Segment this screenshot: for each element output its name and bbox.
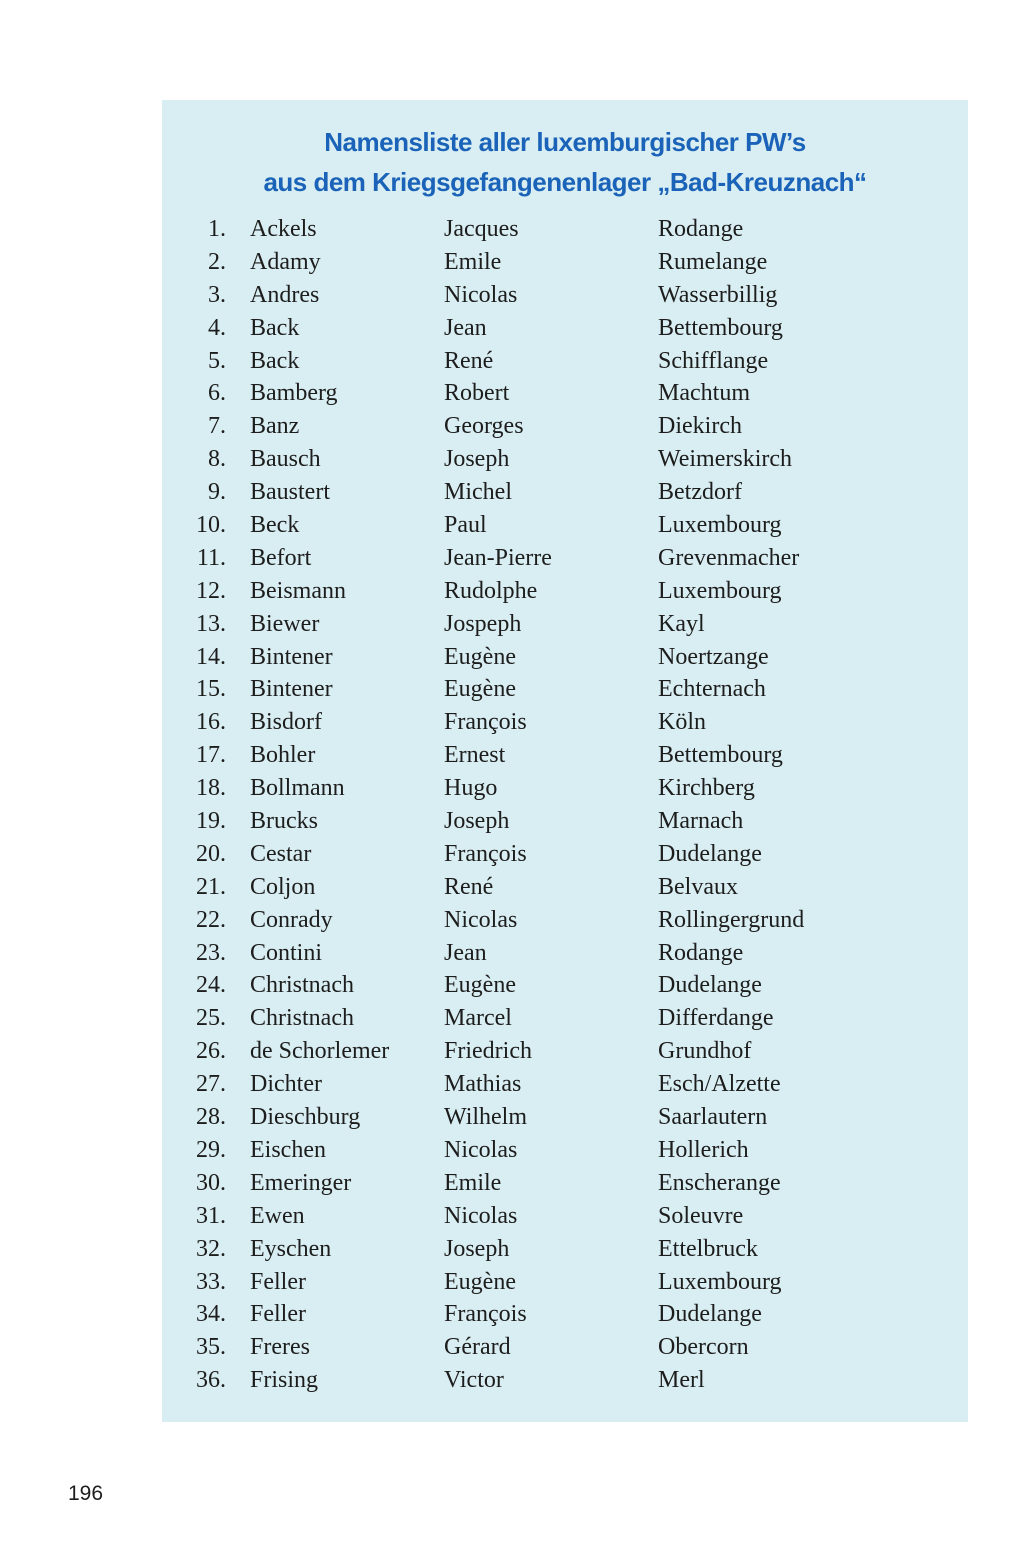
- entry-place: Rodange: [658, 939, 744, 966]
- entry-given-name: Friedrich: [444, 1038, 532, 1065]
- entry-given-name: Gérard: [444, 1334, 511, 1361]
- entry-surname: Bohler: [250, 742, 316, 769]
- entry-place: Ettelbruck: [658, 1235, 758, 1262]
- entry-place: Rollingergrund: [658, 906, 805, 933]
- entry-given-name: Eugène: [444, 972, 516, 999]
- entry-number: 5.: [208, 347, 226, 374]
- entry-given-name: René: [444, 873, 494, 900]
- list-item: [162, 969, 968, 1002]
- entry-place: Merl: [658, 1367, 705, 1394]
- entry-place: Noertzange: [658, 643, 769, 670]
- entry-given-name: Eugène: [444, 676, 516, 703]
- list-item: [162, 1266, 968, 1299]
- list-item: [162, 838, 968, 871]
- entry-given-name: François: [444, 840, 527, 867]
- list-item: [162, 1167, 968, 1200]
- entry-number: 11.: [196, 544, 226, 571]
- entry-number: 13.: [196, 610, 226, 637]
- entry-given-name: Nicolas: [444, 1136, 518, 1163]
- entry-surname: Back: [250, 314, 300, 341]
- entry-place: Luxembourg: [658, 512, 782, 539]
- entry-surname: Eyschen: [250, 1235, 332, 1262]
- list-item: [162, 476, 968, 509]
- list-item: [162, 377, 968, 410]
- entry-surname: Frising: [250, 1367, 319, 1394]
- entry-surname: de Schorlemer: [250, 1038, 390, 1065]
- entry-given-name: Victor: [444, 1367, 504, 1394]
- entry-place: Dudelange: [658, 1301, 762, 1328]
- entry-given-name: Nicolas: [444, 1202, 518, 1229]
- entry-surname: Dieschburg: [250, 1104, 361, 1131]
- entry-number: 27.: [196, 1071, 226, 1098]
- entry-surname: Adamy: [250, 248, 321, 275]
- entry-surname: Bintener: [250, 676, 333, 703]
- list-item: [162, 410, 968, 443]
- entry-place: Luxembourg: [658, 577, 782, 604]
- list-item: [162, 772, 968, 805]
- entry-given-name: Joseph: [444, 1235, 510, 1262]
- entry-place: Kayl: [658, 610, 705, 637]
- entry-number: 24.: [196, 972, 226, 999]
- entry-surname: Bausch: [250, 446, 321, 473]
- entry-surname: Cestar: [250, 840, 312, 867]
- list-item: [162, 1035, 968, 1068]
- entry-surname: Eischen: [250, 1136, 326, 1163]
- entry-number: 32.: [196, 1235, 226, 1262]
- entry-number: 22.: [196, 906, 226, 933]
- entry-number: 9.: [208, 479, 226, 506]
- entry-place: Differdange: [658, 1005, 774, 1032]
- entry-place: Betzdorf: [658, 479, 742, 506]
- list-item: [162, 1134, 968, 1167]
- entry-surname: Beismann: [250, 577, 346, 604]
- entry-surname: Contini: [250, 939, 323, 966]
- entry-given-name: Eugène: [444, 643, 516, 670]
- entry-place: Dudelange: [658, 840, 762, 867]
- entry-number: 19.: [196, 808, 226, 835]
- entry-surname: Andres: [250, 281, 320, 308]
- entry-given-name: Hugo: [444, 775, 498, 802]
- entry-place: Machtum: [658, 380, 750, 407]
- list-item: [162, 608, 968, 641]
- list-item: [162, 739, 968, 772]
- entry-place: Rumelange: [658, 248, 768, 275]
- entry-place: Wasserbillig: [658, 281, 778, 308]
- list-item: [162, 805, 968, 838]
- entry-number: 21.: [196, 873, 226, 900]
- page-title: [162, 122, 968, 202]
- list-item: [162, 937, 968, 970]
- entry-number: 12.: [196, 577, 226, 604]
- entry-given-name: Rudolphe: [444, 577, 538, 604]
- entry-number: 25.: [196, 1005, 226, 1032]
- entry-place: Weimerskirch: [658, 446, 793, 473]
- entry-surname: Freres: [250, 1334, 310, 1361]
- entry-surname: Biewer: [250, 610, 320, 637]
- entry-place: Belvaux: [658, 873, 738, 900]
- entry-surname: Bintener: [250, 643, 333, 670]
- entry-place: Soleuvre: [658, 1202, 744, 1229]
- entry-surname: Emeringer: [250, 1169, 352, 1196]
- page-number: 196: [68, 1482, 104, 1505]
- entry-number: 29.: [196, 1136, 226, 1163]
- list-item: [162, 312, 968, 345]
- entry-given-name: Jacques: [444, 216, 519, 242]
- entry-place: Köln: [658, 709, 706, 736]
- entry-place: Bettembourg: [658, 742, 783, 769]
- entry-surname: Dichter: [250, 1071, 322, 1098]
- entry-number: 14.: [196, 643, 226, 670]
- entry-number: 6.: [208, 380, 226, 407]
- entry-number: 8.: [208, 446, 226, 473]
- entry-given-name: Mathias: [444, 1071, 522, 1098]
- entry-given-name: Joseph: [444, 446, 510, 473]
- entry-place: Bettembourg: [658, 314, 783, 341]
- entry-surname: Bollmann: [250, 775, 345, 802]
- entry-given-name: Nicolas: [444, 281, 518, 308]
- entry-given-name: Georges: [444, 413, 524, 440]
- entry-given-name: Jean-Pierre: [444, 544, 552, 571]
- entry-number: 34.: [196, 1301, 226, 1328]
- entry-number: 30.: [196, 1169, 226, 1196]
- entry-surname: Befort: [250, 544, 312, 571]
- entry-given-name: Emile: [444, 248, 502, 275]
- entry-given-name: Joseph: [444, 808, 510, 835]
- list-item: [162, 1233, 968, 1266]
- entry-surname: Feller: [250, 1301, 306, 1328]
- entry-given-name: René: [444, 347, 494, 374]
- entry-given-name: Nicolas: [444, 906, 518, 933]
- list-item: [162, 1101, 968, 1134]
- entry-place: Esch/Alzette: [658, 1071, 781, 1098]
- entry-given-name: François: [444, 1301, 527, 1328]
- entry-given-name: Michel: [444, 479, 512, 506]
- entry-place: Echternach: [658, 676, 766, 703]
- entry-number: 2.: [208, 248, 226, 275]
- entry-given-name: Eugène: [444, 1268, 516, 1295]
- entry-given-name: Marcel: [444, 1005, 512, 1032]
- entry-given-name: Ernest: [444, 742, 506, 769]
- entry-surname: Banz: [250, 413, 300, 440]
- name-list: [162, 213, 968, 1397]
- entry-place: Enscherange: [658, 1169, 781, 1196]
- entry-surname: Conrady: [250, 906, 333, 933]
- entry-place: Grundhof: [658, 1038, 752, 1065]
- entry-number: 16.: [196, 709, 226, 736]
- entry-given-name: Jean: [444, 314, 487, 341]
- entry-given-name: Wilhelm: [444, 1104, 528, 1131]
- list-item: [162, 1200, 968, 1233]
- entry-surname: Christnach: [250, 1005, 354, 1032]
- entry-number: 18.: [196, 775, 226, 802]
- entry-surname: Feller: [250, 1268, 306, 1295]
- list-item: [162, 509, 968, 542]
- entry-number: 7.: [208, 413, 226, 440]
- title-line-2: aus dem Kriegsgefangenenlager „Bad-Kreuznach“: [263, 167, 867, 197]
- entry-given-name: Emile: [444, 1169, 502, 1196]
- list-item: [162, 1331, 968, 1364]
- entry-number: 1.: [208, 216, 226, 242]
- entry-place: Marnach: [658, 808, 744, 835]
- entry-place: Luxembourg: [658, 1268, 782, 1295]
- entry-surname: Baustert: [250, 479, 330, 506]
- title-line-1: Namensliste aller luxemburgischer PW’s: [324, 127, 806, 157]
- entry-number: 3.: [208, 281, 226, 308]
- entry-surname: Brucks: [250, 808, 318, 835]
- entry-place: Kirchberg: [658, 775, 755, 802]
- entry-place: Hollerich: [658, 1136, 749, 1163]
- entry-place: Obercorn: [658, 1334, 749, 1361]
- list-item: [162, 1298, 968, 1331]
- entry-number: 17.: [196, 742, 226, 769]
- list-item: [162, 1068, 968, 1101]
- list-item: [162, 1002, 968, 1035]
- list-item: [162, 542, 968, 575]
- entry-surname: Beck: [250, 512, 300, 539]
- entry-number: 15.: [196, 676, 226, 703]
- entry-place: Diekirch: [658, 413, 742, 440]
- entry-place: Grevenmacher: [658, 544, 800, 571]
- entry-place: Schifflange: [658, 347, 769, 374]
- entry-number: 10.: [196, 512, 226, 539]
- list-item: [162, 575, 968, 608]
- entry-given-name: Robert: [444, 380, 510, 407]
- entry-given-name: Paul: [444, 512, 487, 539]
- list-item: [162, 673, 968, 706]
- list-item: [162, 213, 968, 246]
- list-item: [162, 706, 968, 739]
- entry-number: 33.: [196, 1268, 226, 1295]
- entry-place: Rodange: [658, 216, 744, 242]
- entry-number: 36.: [196, 1367, 226, 1394]
- entry-number: 35.: [196, 1334, 226, 1361]
- list-item: [162, 279, 968, 312]
- entry-surname: Ackels: [250, 216, 317, 242]
- entry-number: 20.: [196, 840, 226, 867]
- list-item: [162, 641, 968, 674]
- entry-number: 26.: [196, 1038, 226, 1065]
- entry-given-name: Jean: [444, 939, 487, 966]
- list-item: [162, 1364, 968, 1397]
- entry-surname: Bamberg: [250, 380, 338, 407]
- entry-surname: Back: [250, 347, 300, 374]
- entry-number: 28.: [196, 1104, 226, 1131]
- entry-number: 4.: [208, 314, 226, 341]
- entry-place: Dudelange: [658, 972, 762, 999]
- entry-given-name: François: [444, 709, 527, 736]
- list-item: [162, 345, 968, 378]
- entry-number: 23.: [196, 939, 226, 966]
- list-item: [162, 904, 968, 937]
- list-item: [162, 443, 968, 476]
- entry-surname: Ewen: [250, 1202, 305, 1229]
- entry-given-name: Jospeph: [444, 610, 522, 637]
- entry-number: 31.: [196, 1202, 226, 1229]
- entry-place: Saarlautern: [658, 1104, 768, 1131]
- list-item: [162, 871, 968, 904]
- entry-surname: Christnach: [250, 972, 354, 999]
- entry-surname: Coljon: [250, 873, 316, 900]
- entry-surname: Bisdorf: [250, 709, 322, 736]
- list-item: [162, 246, 968, 279]
